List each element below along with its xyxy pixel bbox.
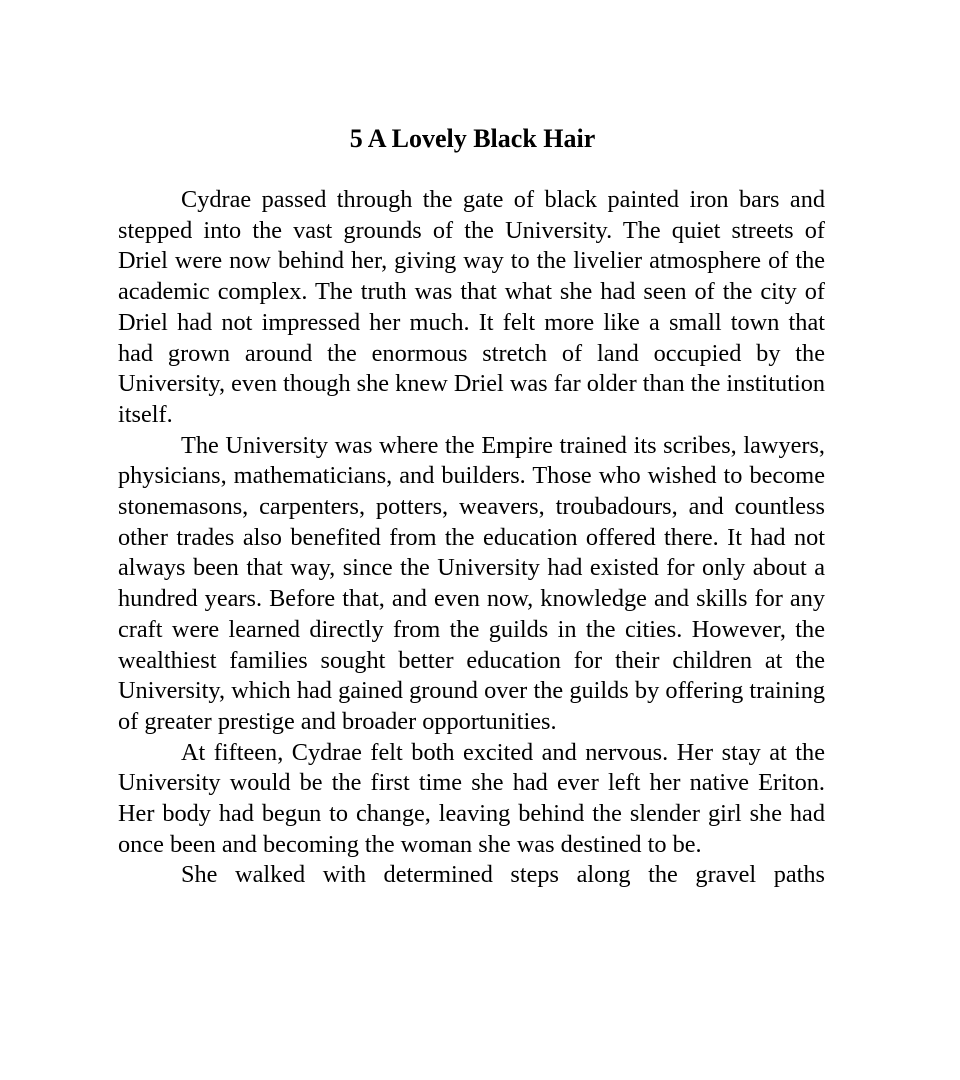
paragraph: The University was where the Empire trained its scribes, lawyers, physicians, mathematicians, and builders. Those who wished to become stonemasons, carpenters, potters, weavers, troubadours, and countless other trades also benefited from the education offered there. It had not always been that way, since the University had existed for only about a hundred years. Before that, and even now, knowledge and skills for any craft were learned directly from the guilds in the cities. However, the wealthiest families sought better education for their children at the University, which had gained ground over the guilds by offering training of greater prestige and broader opportunities. [118, 431, 825, 735]
paragraph: Cydrae passed through the gate of black painted iron bars and stepped into the vast grounds of the University. The quiet streets of Driel were now behind her, giving way to the livelier atmosphere of the academic complex. The truth was that what she had seen of the city of Driel had not impressed her much. It felt more like a small town that had grown around the enormous stretch of land occupied by the University, even though she knew Driel was far older than the institution itself. [118, 186, 825, 428]
chapter-body [118, 185, 825, 891]
paragraph-continued: She walked with determined steps along the gravel paths [181, 861, 825, 889]
chapter-title: 5 A Lovely Black Hair [349, 124, 596, 153]
paragraph: At fifteen, Cydrae felt both excited and nervous. Her stay at the University would be the first time she had ever left her native Eriton. Her body had begun to change, leaving behind the slender girl she had once been and becoming the woman she was destined to be. [118, 738, 825, 858]
